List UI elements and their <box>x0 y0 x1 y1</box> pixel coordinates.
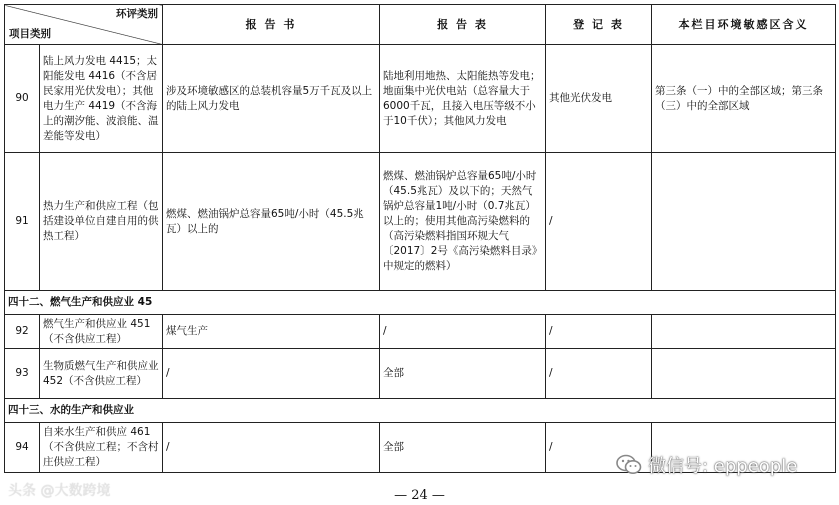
row-number: 92 <box>5 315 40 349</box>
row-registration: 其他光伏发电 <box>546 45 652 153</box>
row-registration: / <box>546 153 652 291</box>
section-heading: 四十二、燃气生产和供应业 45 <box>5 291 836 315</box>
header-diagonal-cell <box>5 5 163 45</box>
section-row <box>5 291 836 315</box>
wechat-watermark <box>616 452 797 478</box>
row-sensitive: 第三条（一）中的全部区域；第三条（三）中的全部区域 <box>652 45 836 153</box>
row-project: 生物质燃气生产和供应业 452（不含供应工程） <box>40 349 163 399</box>
row-project: 热力生产和供应工程（包括建设单位自建自用的供热工程） <box>40 153 163 291</box>
header-report-book: 报 告 书 <box>163 5 380 45</box>
section-heading: 四十三、水的生产和供应业 <box>5 399 836 423</box>
header-project-label: 项目类别 <box>9 28 51 40</box>
section-row <box>5 399 836 423</box>
row-report-form: 全部 <box>380 349 546 399</box>
row-report-book: 燃煤、燃油锅炉总容量65吨/小时（45.5兆瓦）以上的 <box>163 153 380 291</box>
header-sensitive-area: 本栏目环境敏感区含义 <box>652 5 836 45</box>
page-number: — 24 — <box>394 488 445 503</box>
row-report-form: 全部 <box>380 423 546 473</box>
header-report-form: 报 告 表 <box>380 5 546 45</box>
table-row <box>5 349 836 399</box>
row-sensitive <box>652 349 836 399</box>
table-row <box>5 45 836 153</box>
row-report-form: / <box>380 315 546 349</box>
row-registration: / <box>546 315 652 349</box>
header-row <box>5 5 836 45</box>
wechat-text: 微信号: eppeople <box>648 456 798 477</box>
table-row <box>5 153 836 291</box>
row-number: 91 <box>5 153 40 291</box>
row-project: 燃气生产和供应业 451（不含供应工程） <box>40 315 163 349</box>
row-report-book: 涉及环境敏感区的总装机容量5万千瓦及以上的陆上风力发电 <box>163 45 380 153</box>
table-row <box>5 315 836 349</box>
row-registration: / <box>546 349 652 399</box>
row-number: 93 <box>5 349 40 399</box>
catalog-table <box>4 4 836 473</box>
header-registration: 登 记 表 <box>546 5 652 45</box>
row-report-book: / <box>163 349 380 399</box>
row-registration: / <box>546 423 652 473</box>
header-category-label: 环评类别 <box>116 8 158 20</box>
row-report-form: 燃煤、燃油锅炉总容量65吨/小时（45.5兆瓦）及以下的；天然气锅炉总容量1吨/小时（0.7兆瓦）以上的；使用其他高污染燃料的（高污染燃料指国环规大气〔2017〕2号《高污染燃料目录》中规定的燃料） <box>380 153 546 291</box>
row-sensitive <box>652 153 836 291</box>
row-project: 陆上风力发电 4415；太阳能发电 4416（不含居民家用光伏发电）；其他电力生产 4419（不含海上的潮汐能、波浪能、温差能等发电） <box>40 45 163 153</box>
row-sensitive <box>652 315 836 349</box>
row-project: 自来水生产和供应 461（不含供应工程；不含村庄供应工程） <box>40 423 163 473</box>
row-report-book: / <box>163 423 380 473</box>
row-number: 94 <box>5 423 40 473</box>
row-report-form: 陆地利用地热、太阳能热等发电；地面集中光伏电站（总容量大于6000千瓦，且接入电压等级不小于10千伏）；其他风力发电 <box>380 45 546 153</box>
row-number: 90 <box>5 45 40 153</box>
row-report-book: 煤气生产 <box>163 315 380 349</box>
wechat-icon <box>616 454 642 476</box>
toutiao-watermark: 头条 @大数跨境 <box>8 483 111 499</box>
